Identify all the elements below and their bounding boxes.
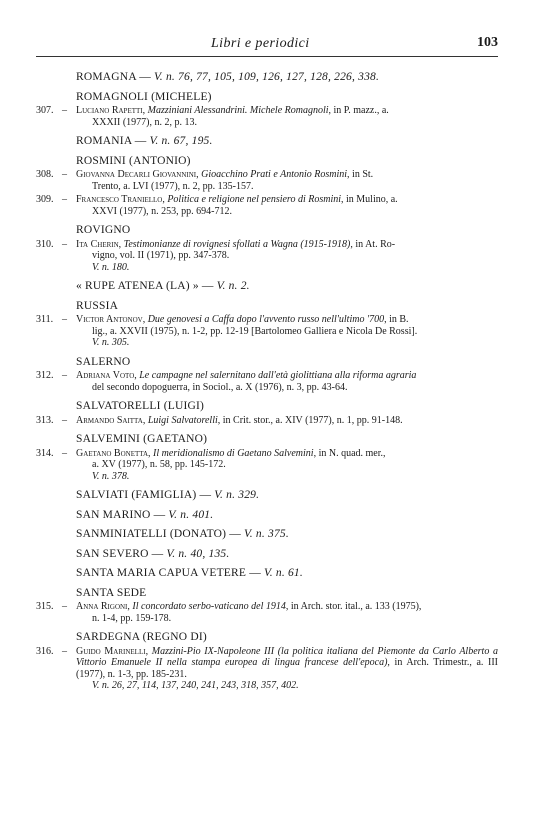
entry-source: , in Mulino, a. <box>341 194 398 205</box>
entry-title: Due genovesi a Caffa dopo l'avvento russo nell'ultimo '700 <box>147 314 385 325</box>
separator: — <box>196 489 215 501</box>
entry-number: 314. <box>36 447 54 459</box>
bibliography-entry: 307. – Luciano Rapetti, Mazziniani Alessandrini. Michele Romagnoli, in P. mazz., a. XXXII (1977), n. 2, p. 13. <box>36 105 498 128</box>
bibliography-entry: 316. – Guido Marinelli, Mazzini-Pio IX-Napoleone III (la politica italiana del Piemonte da Carlo Alberto a Vittorio Emanuele II nella stampa europea di lingua francese dell'epoca), in Arch. Trimestr., a. III (1977), n. 1-3, pp. 185-231. V. n. 26, 27, 114, 137, 240, 241, 243, 318, 357, 402. <box>36 645 499 691</box>
entry-details: vigno, vol. II (1971), pp. 347-378. <box>92 250 230 261</box>
entry-author: Ita Cherin <box>76 238 119 250</box>
heading-text: SANMINIATELLI (DONATO) <box>76 528 227 540</box>
entry-number: 312. <box>36 370 54 381</box>
cross-reference: V. n. 76, 77, 105, 109, 126, 127, 128, 226, 338. <box>154 71 380 83</box>
bibliography-entry: 311. – Victor Antonov, Due genovesi a Caffa dopo l'avvento russo nell'ultimo '700, in B. lig., a. XXVII (1975), n. 1-2, pp. 12-19 [Bartolomeo Galliera e Nicola De Rossi]. V. n. 305. <box>36 314 498 349</box>
entry-author: Victor Antonov <box>76 314 143 325</box>
heading-text: ROVIGNO <box>76 224 131 236</box>
subject-heading <box>36 490 498 502</box>
entry-dash: – <box>62 645 67 657</box>
heading-text: ROMANIA <box>76 135 132 147</box>
heading-text: ROSMINI (ANTONIO) <box>76 154 191 167</box>
entry-title: Mazziniani Alessandrini. Michele Romagnoli <box>147 105 329 116</box>
bibliography-list <box>36 72 498 692</box>
bibliography-entry: 314. – Gaetano Bonetta, Il meridionalismo di Gaetano Salvemini, in N. quad. mer., a. XV (1977), n. 58, pp. 145-172. V. n. 378. <box>36 448 498 483</box>
subject-heading <box>36 156 498 168</box>
separator: — <box>148 547 167 560</box>
subject-heading <box>36 401 498 413</box>
heading-text: SAN MARINO <box>76 508 151 521</box>
subject-heading <box>36 225 498 237</box>
cross-reference: V. n. 375. <box>244 528 289 540</box>
subject-heading <box>36 281 498 293</box>
cross-reference: V. n. 40, 135. <box>166 547 230 560</box>
header-rule <box>36 56 498 57</box>
cross-reference: V. n. 401. <box>168 508 214 521</box>
entry-author: Anna Rigoni <box>76 601 128 612</box>
entry-number: 311. <box>36 314 54 325</box>
entry-author: Adriana Voto <box>76 370 135 381</box>
separator: — <box>136 71 155 83</box>
running-header <box>36 36 498 56</box>
page-number: 103 <box>477 35 498 50</box>
entry-source: , in Crit. stor., a. XIV (1977), n. 1, pp. 91-148. <box>217 414 403 426</box>
entry-number: 307. <box>36 105 54 116</box>
entry-number: 310. <box>36 238 54 250</box>
heading-text: SANTA SEDE <box>76 586 147 599</box>
entry-source: , in Arch. Trimestr., a. III (1977), n. 1-3, pp. 185-231. <box>76 657 499 680</box>
heading-text: SARDEGNA (REGNO DI) <box>76 631 207 643</box>
entry-title: Il meridionalismo di Gaetano Salvemini <box>153 447 314 459</box>
entry-details: Trento, a. LVI (1977), n. 2, pp. 135-157. <box>92 180 254 192</box>
entry-number: 309. <box>36 194 54 205</box>
cross-reference: V. n. 61. <box>263 567 303 579</box>
heading-text: « RUPE ATENEA (LA) » <box>76 280 199 292</box>
entry-dash: – <box>62 314 67 325</box>
subject-heading <box>36 549 498 561</box>
subject-heading <box>36 301 498 313</box>
entry-number: 308. <box>36 169 54 180</box>
entry-dash: – <box>62 194 67 205</box>
entry-details: a. XV (1977), n. 58, pp. 145-172. <box>92 459 226 470</box>
cross-reference: V. n. 2. <box>216 280 250 292</box>
subject-heading <box>36 632 498 644</box>
entry-dash: – <box>62 370 67 381</box>
entry-source: , in Arch. stor. ital., a. 133 (1975), <box>285 601 422 612</box>
entry-dash: – <box>62 447 67 459</box>
entry-dash: – <box>62 238 67 250</box>
entry-details: n. 1-4, pp. 159-178. <box>92 612 172 624</box>
entry-title: Le campagne nel salernitano dall'età giolittiana alla riforma agraria <box>139 370 417 381</box>
heading-text: ROMAGNOLI (MICHELE) <box>76 90 212 103</box>
subject-heading <box>36 588 498 600</box>
subject-heading <box>36 72 498 84</box>
entry-title: Mazzini-Pio IX-Napoleone III (la politica italiana del Piemonte da Carlo Alberto a Vittorio Emanuele II nella stampa europea di lingua francese dell'epoca) <box>76 645 498 668</box>
entry-title: Testimonianze di rovignesi sfollati a Wagna (1915-1918) <box>123 238 351 250</box>
separator: — <box>150 508 169 521</box>
entry-see-also: V. n. 180. <box>92 261 130 273</box>
entry-source: , in At. Ro- <box>350 238 396 250</box>
entry-dash: – <box>62 601 67 612</box>
heading-text: SANTA MARIA CAPUA VETERE <box>76 567 247 579</box>
entry-see-also: V. n. 378. <box>92 470 130 482</box>
entry-title: Politica e religione nel pensiero di Rosmini <box>167 194 341 205</box>
subject-heading <box>36 510 498 522</box>
separator: — <box>198 280 217 292</box>
subject-heading <box>36 529 498 541</box>
bibliography-entry: 309. – Francesco Traniello, Politica e religione nel pensiero di Rosmini, in Mulino, a. XXVI (1977), n. 253, pp. 694-712. <box>36 194 498 217</box>
bibliography-entry: 308. – Giovanna Decarli Giovannini, Gioacchino Prati e Antonio Rosmini, in St. Trento, a. LVI (1977), n. 2, pp. 135-157. <box>36 169 498 192</box>
cross-reference: V. n. 329. <box>214 489 260 501</box>
entry-see-also: V. n. 26, 27, 114, 137, 240, 241, 243, 318, 357, 402. <box>92 680 299 691</box>
subject-heading <box>36 568 498 580</box>
entry-details: XXVI (1977), n. 253, pp. 694-712. <box>92 205 232 217</box>
bibliography-entry: 313. – Armando Saitta, Luigi Salvatorelli, in Crit. stor., a. XIV (1977), n. 1, pp. 91-148. <box>36 414 403 426</box>
entry-source: , in N. quad. mer., <box>313 447 386 459</box>
separator: — <box>131 135 150 147</box>
heading-text: SALVATORELLI (LUIGI) <box>76 400 205 412</box>
entry-author: Armando Saitta <box>76 414 143 426</box>
entry-title: Il concordato serbo-vaticano del 1914 <box>132 601 286 612</box>
entry-author: Guido Marinelli <box>76 645 146 657</box>
entry-number: 316. <box>36 645 54 657</box>
separator: — <box>226 528 245 540</box>
bibliography-entry: 310. – Ita Cherin, Testimonianze di rovignesi sfollati a Wagna (1915-1918), in At. Ro- vigno, vol. II (1971), pp. 347-378. V. n. 180. <box>36 239 498 274</box>
entry-number: 315. <box>36 601 54 612</box>
entry-source: , in St. <box>347 169 374 180</box>
heading-text: SALVIATI (FAMIGLIA) <box>76 489 197 501</box>
entry-see-also: V. n. 305. <box>92 337 130 348</box>
heading-text: RUSSIA <box>76 299 119 312</box>
heading-text: SAN SEVERO <box>76 547 149 560</box>
entry-number: 313. <box>36 414 54 426</box>
entry-details: XXXII (1977), n. 2, p. 13. <box>92 116 197 128</box>
cross-reference: V. n. 67, 195. <box>149 135 213 147</box>
entry-source: , in B. <box>384 314 409 325</box>
entry-author: Giovanna Decarli Giovannini <box>76 169 197 180</box>
heading-text: SALVEMINI (GAETANO) <box>76 433 208 445</box>
subject-heading <box>36 434 498 446</box>
entry-author: Gaetano Bonetta <box>76 447 149 459</box>
entry-dash: – <box>62 414 67 426</box>
entry-author: Francesco Traniello <box>76 194 163 205</box>
subject-heading <box>36 136 498 148</box>
running-title: Libri e periodici <box>211 36 310 51</box>
heading-text: ROMAGNA <box>76 71 137 83</box>
subject-heading <box>36 92 498 104</box>
entry-dash: – <box>62 169 67 180</box>
entry-author: Luciano Rapetti <box>76 105 143 116</box>
bibliography-entry: 315. – Anna Rigoni, Il concordato serbo-vaticano del 1914, in Arch. stor. ital., a. 133 (1975), n. 1-4, pp. 159-178. <box>36 601 498 624</box>
entry-title: Gioacchino Prati e Antonio Rosmini <box>201 169 348 180</box>
heading-text: SALERNO <box>76 355 131 368</box>
subject-heading <box>36 357 498 369</box>
entry-dash: – <box>62 105 67 116</box>
entry-details: lig., a. XXVII (1975), n. 1-2, pp. 12-19 [Bartolomeo Galliera e Nicola De Rossi]. <box>92 325 418 337</box>
entry-details: del secondo dopoguerra, in Sociol., a. X (1976), n. 3, pp. 43-64. <box>92 381 348 393</box>
bibliography-entry: 312. – Adriana Voto, Le campagne nel salernitano dall'età giolittiana alla riforma agraria del secondo dopoguerra, in Sociol., a. X (1976), n. 3, pp. 43-64. <box>36 370 498 393</box>
separator: — <box>246 567 264 579</box>
entry-title: Luigi Salvatorelli <box>147 414 218 426</box>
entry-source: , in P. mazz., a. <box>328 105 389 116</box>
